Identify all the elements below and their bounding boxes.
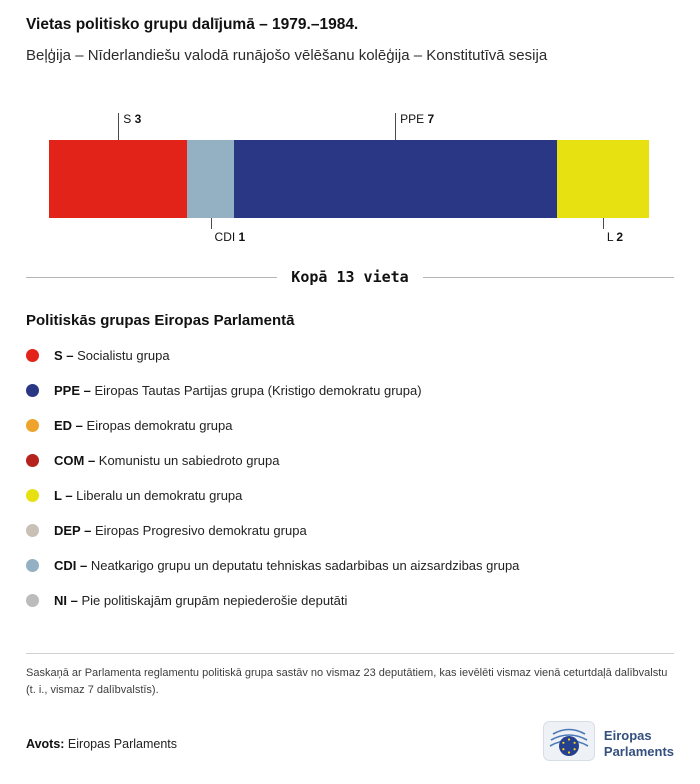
chart-area <box>49 112 649 244</box>
ep-logo-line1: Eiropas <box>603 727 652 743</box>
bar-label-text: S 3 <box>123 112 142 126</box>
ep-logo <box>543 721 674 766</box>
legend-item-label: PPE – Eiropas Tautas Partijas grupa (Kristigo demokratu grupa) <box>54 382 422 398</box>
page-subtitle: Beļģija – Nīderlandiešu valodā runājošo vēlēšanu kolēģija – Konstitutīvā sesija <box>26 47 548 64</box>
legend-item-ppe <box>26 384 674 399</box>
ep-parliament-icon <box>543 721 595 766</box>
legend-item-cdi <box>26 559 674 574</box>
source-label: Avots: <box>26 736 65 751</box>
legend-item-s <box>26 349 674 364</box>
bar-label-text: L 2 <box>606 230 624 244</box>
legend-color-dot-icon <box>26 594 39 607</box>
bar-label-cdi <box>211 218 246 244</box>
bar-label-l <box>603 218 624 244</box>
tick-line <box>118 113 119 140</box>
tick-line <box>395 113 396 140</box>
legend-item-ni <box>26 594 674 609</box>
bar-wrap <box>49 112 649 244</box>
legend-color-dot-icon <box>26 419 39 432</box>
legend-color-dot-icon <box>26 524 39 537</box>
page-title: Vietas politisko grupu dalījumā – 1979.–1984. <box>26 16 359 33</box>
legend-item-com <box>26 454 674 469</box>
footer <box>26 721 674 766</box>
bar-label-text: PPE 7 <box>400 112 435 126</box>
legend-color-dot-icon <box>26 384 39 397</box>
bar-segment-s[interactable] <box>49 140 187 218</box>
legend-item-dep <box>26 524 674 539</box>
legend-color-dot-icon <box>26 454 39 467</box>
legend-item-ed <box>26 419 674 434</box>
legend-item-l <box>26 489 674 504</box>
ep-logo-text <box>604 728 674 759</box>
bar-label-text: CDI 1 <box>214 230 246 244</box>
stacked-bar <box>49 140 649 218</box>
legend-color-dot-icon <box>26 559 39 572</box>
legend-item-label: ED – Eiropas demokratu grupa <box>54 417 233 433</box>
bar-segment-l[interactable] <box>557 140 649 218</box>
divider-line-right <box>423 277 674 278</box>
legend-item-label: NI – Pie politiskajām grupām nepiederošie deputāti <box>54 592 348 608</box>
legend-item-label: DEP – Eiropas Progresivo demokratu grupa <box>54 522 307 538</box>
legend-heading: Politiskās grupas Eiropas Parlamentā <box>26 312 295 329</box>
tick-line <box>603 218 604 229</box>
legend-item-label: COM – Komunistu un sabiedroto grupa <box>54 452 280 468</box>
footnote-text: Saskaņā ar Parlamenta reglamentu politiskā grupa sastāv no vismaz 23 deputātiem, kas ievēlēti vismaz vienā ceturtdaļā dalībvalstu (t. i., vismaz 7 dalībvalstīs). <box>26 666 668 696</box>
total-seats-label: Kopā 13 vieta <box>291 268 409 286</box>
source-value: Eiropas Parlaments <box>67 736 177 751</box>
legend-color-dot-icon <box>26 349 39 362</box>
legend-item-label: CDI – Neatkarigo grupu un deputatu tehniskas sadarbibas un aizsardzibas grupa <box>54 557 520 573</box>
ep-logo-line2: Parlaments <box>603 743 674 759</box>
divider-line-left <box>26 277 277 278</box>
tick-line <box>211 218 212 229</box>
legend-item-label: L – Liberalu un demokratu grupa <box>54 487 243 503</box>
bar-segment-cdi[interactable] <box>187 140 233 218</box>
source-line <box>26 737 177 751</box>
legend-list <box>26 349 674 629</box>
legend-color-dot-icon <box>26 489 39 502</box>
bar-label-s <box>118 112 142 140</box>
legend-item-label: S – Socialistu grupa <box>54 348 170 363</box>
bar-segment-ppe[interactable] <box>234 140 557 218</box>
bar-label-ppe <box>395 112 435 140</box>
total-divider <box>26 268 674 286</box>
